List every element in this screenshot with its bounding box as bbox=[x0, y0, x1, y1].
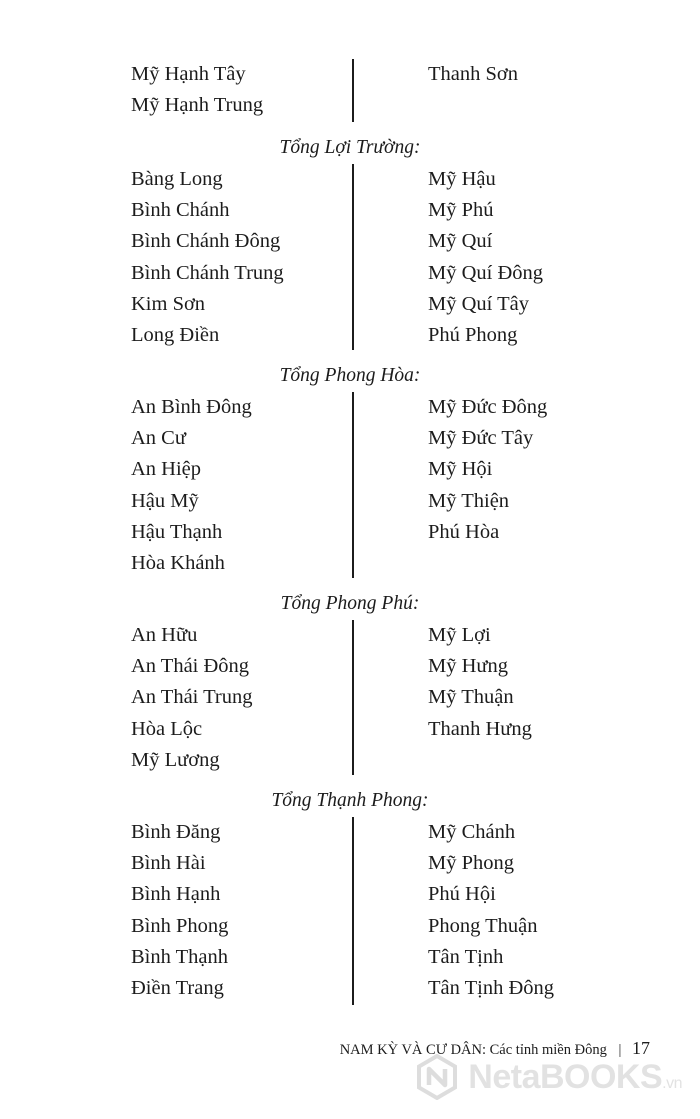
list-item: Bình Phong bbox=[131, 914, 229, 937]
list-item: Mỹ Chánh bbox=[428, 821, 516, 843]
list-item: Tân Tịnh Đông bbox=[428, 976, 555, 999]
list-item: Mỹ Thuận bbox=[428, 686, 514, 709]
list-item: Bình Chánh Đông bbox=[131, 230, 281, 253]
list-item: An Thái Trung bbox=[131, 686, 253, 709]
section-heading: Tổng Phong Hòa: bbox=[279, 365, 421, 386]
list-item: Hòa Lộc bbox=[131, 717, 203, 740]
list-item: Mỹ Phú bbox=[428, 199, 494, 222]
footer-separator: | bbox=[618, 1042, 622, 1058]
column-divider bbox=[352, 620, 354, 775]
list-item: Thanh Sơn bbox=[428, 63, 518, 85]
watermark-text bbox=[468, 1058, 682, 1097]
list-item: Mỹ Hội bbox=[428, 458, 493, 481]
list-item: An Hữu bbox=[131, 624, 198, 646]
list-item: Mỹ Đức Tây bbox=[428, 427, 534, 450]
list-item: An Bình Đông bbox=[131, 396, 252, 418]
list-item: Phú Hội bbox=[428, 883, 496, 906]
list-item: Mỹ Hậu bbox=[428, 168, 496, 190]
list-item: Mỹ Thiện bbox=[428, 489, 510, 512]
list-item: Bình Chánh bbox=[131, 199, 230, 222]
watermark-brand: NetaBOOKS bbox=[468, 1057, 663, 1096]
list-item: Mỹ Đức Đông bbox=[428, 396, 548, 418]
watermark-tld: .vn bbox=[662, 1074, 682, 1092]
list-item: Hậu Mỹ bbox=[131, 489, 199, 512]
right-column bbox=[428, 620, 532, 745]
list-item: Bình Chánh Trung bbox=[131, 261, 284, 284]
list-item: Phú Phong bbox=[428, 323, 518, 346]
column-divider bbox=[352, 59, 354, 122]
list-item: An Cư bbox=[131, 427, 186, 450]
list-item: Tân Tịnh bbox=[428, 945, 504, 968]
list-item: Mỹ Quí Tây bbox=[428, 292, 529, 315]
section-heading: Tổng Phong Phú: bbox=[280, 593, 420, 614]
list-item: Phú Hòa bbox=[428, 520, 500, 543]
list-item: Bình Thạnh bbox=[131, 945, 228, 968]
list-item: Long Điền bbox=[131, 323, 220, 346]
list-item: An Thái Đông bbox=[131, 655, 250, 678]
left-column bbox=[131, 392, 252, 579]
right-column bbox=[428, 392, 547, 548]
left-column bbox=[131, 59, 263, 121]
list-item: Kim Sơn bbox=[131, 292, 206, 315]
list-item: Mỹ Lợi bbox=[428, 624, 491, 646]
list-item: Mỹ Hạnh Tây bbox=[131, 63, 246, 85]
list-item: Mỹ Lương bbox=[131, 748, 220, 771]
column-divider bbox=[352, 164, 354, 350]
left-column bbox=[131, 620, 253, 776]
list-item: Hậu Thạnh bbox=[131, 520, 223, 543]
left-column bbox=[131, 817, 228, 1004]
list-item: Hòa Khánh bbox=[131, 551, 225, 574]
list-item: Mỹ Hạnh Trung bbox=[131, 94, 264, 117]
list-item: An Hiệp bbox=[131, 458, 202, 481]
list-item: Mỹ Quí Đông bbox=[428, 261, 544, 284]
running-subtitle: Các tỉnh miền Đông bbox=[489, 1042, 607, 1058]
right-column bbox=[428, 164, 543, 351]
column-divider bbox=[352, 817, 354, 1005]
running-title: NAM KỲ VÀ CƯ DÂN: bbox=[339, 1042, 487, 1058]
right-column bbox=[428, 59, 518, 90]
page-number: 17 bbox=[632, 1038, 650, 1058]
list-item: Mỹ Quí bbox=[428, 230, 493, 253]
section-heading: Tổng Thạnh Phong: bbox=[271, 790, 429, 811]
list-item: Mỹ Phong bbox=[428, 852, 515, 875]
list-item: Thanh Hưng bbox=[428, 717, 532, 740]
list-item: Phong Thuận bbox=[428, 914, 538, 937]
list-item: Bàng Long bbox=[131, 168, 223, 190]
list-item: Bình Hài bbox=[131, 852, 206, 875]
list-item: Bình Đăng bbox=[131, 821, 221, 843]
netabooks-watermark bbox=[414, 1053, 682, 1101]
netabooks-logo-icon bbox=[414, 1054, 460, 1100]
list-item: Điền Trang bbox=[131, 976, 224, 999]
column-divider bbox=[352, 392, 354, 578]
right-column bbox=[428, 817, 554, 1004]
list-item: Bình Hạnh bbox=[131, 883, 221, 906]
section-heading: Tổng Lợi Trường: bbox=[279, 137, 421, 158]
left-column bbox=[131, 164, 284, 351]
list-item: Mỹ Hưng bbox=[428, 655, 509, 678]
